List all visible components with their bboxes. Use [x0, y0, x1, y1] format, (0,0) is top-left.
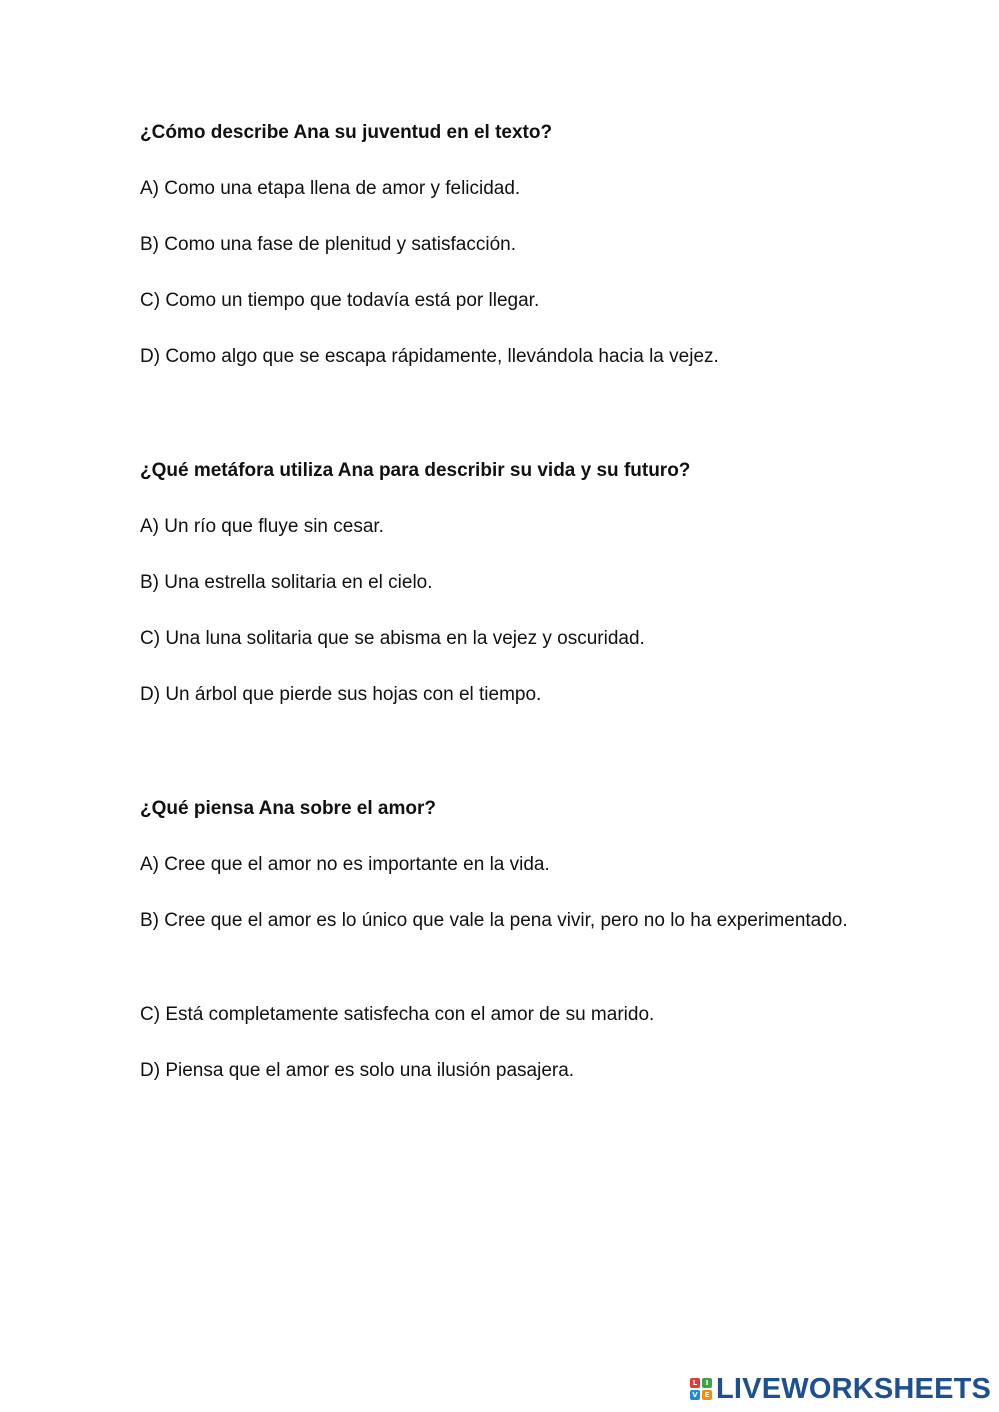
- question-2: ¿Qué metáfora utiliza Ana para describir su vida y su futuro?: [140, 460, 691, 481]
- logo-text: LIVEWORKSHEETS: [716, 1372, 992, 1405]
- logo-square-e: E: [702, 1390, 712, 1400]
- q2-option-b[interactable]: B) Una estrella solitaria en el cielo.: [140, 572, 433, 593]
- q1-option-a[interactable]: A) Como una etapa llena de amor y felicidad.: [140, 178, 521, 199]
- q1-option-d[interactable]: D) Como algo que se escapa rápidamente, llevándola hacia la vejez.: [140, 346, 719, 367]
- q1-option-b[interactable]: B) Como una fase de plenitud y satisfacción.: [140, 234, 516, 255]
- logo-squares-icon: [690, 1378, 712, 1400]
- q3-option-d[interactable]: D) Piensa que el amor es solo una ilusión pasajera.: [140, 1060, 575, 1081]
- q2-option-d[interactable]: D) Un árbol que pierde sus hojas con el tiempo.: [140, 684, 542, 705]
- logo-square-i: I: [702, 1378, 712, 1388]
- question-3: ¿Qué piensa Ana sobre el amor?: [140, 798, 436, 819]
- q2-option-a[interactable]: A) Un río que fluye sin cesar.: [140, 516, 384, 537]
- q2-option-c[interactable]: C) Una luna solitaria que se abisma en la vejez y oscuridad.: [140, 628, 645, 649]
- q1-option-c[interactable]: C) Como un tiempo que todavía está por llegar.: [140, 290, 540, 311]
- q3-option-c[interactable]: C) Está completamente satisfecha con el amor de su marido.: [140, 1004, 655, 1025]
- question-1: ¿Cómo describe Ana su juventud en el texto?: [140, 122, 553, 143]
- q3-option-a[interactable]: A) Cree que el amor no es importante en la vida.: [140, 854, 550, 875]
- q3-option-b[interactable]: B) Cree que el amor es lo único que vale la pena vivir, pero no lo ha experimentado.: [140, 910, 848, 931]
- logo-square-l: L: [690, 1378, 700, 1388]
- liveworksheets-logo: [690, 1372, 991, 1406]
- logo-square-v: V: [690, 1390, 700, 1400]
